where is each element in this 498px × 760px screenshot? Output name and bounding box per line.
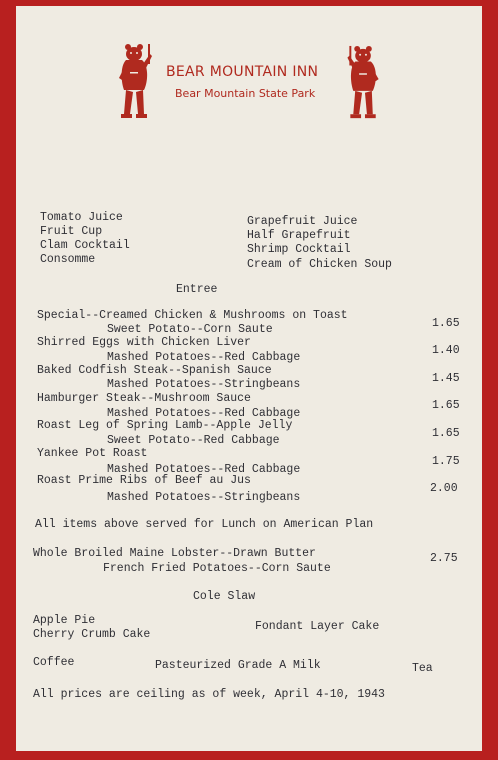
entree-6-sides: Mashed Potatoes--Red Cabbage: [107, 463, 301, 476]
lobster-sides: French Fried Potatoes--Corn Saute: [103, 562, 331, 575]
entree-1-name: Special--Creamed Chicken & Mushrooms on Toast: [37, 309, 348, 322]
entree-4-sides: Mashed Potatoes--Red Cabbage: [107, 407, 301, 420]
entree-2-price: 1.40: [432, 344, 460, 357]
bear-logo-left-icon: [118, 42, 152, 124]
starter-left-2: Fruit Cup: [40, 225, 103, 238]
entree-4-name: Hamburger Steak--Mushroom Sauce: [37, 392, 251, 405]
beverage-tea: Tea: [412, 662, 433, 675]
entree-6-name: Yankee Pot Roast: [37, 447, 148, 460]
lunch-note: All items above served for Lunch on American Plan: [35, 518, 374, 531]
dessert-left-1: Apple Pie: [33, 614, 96, 627]
entree-6-price: 1.75: [432, 455, 460, 468]
entree-4-price: 1.65: [432, 399, 460, 412]
lobster-price: 2.75: [430, 552, 458, 565]
price-ceiling-note: All prices are ceiling as of week, April 4-10, 1943: [33, 688, 385, 701]
beverage-milk: Pasteurized Grade A Milk: [155, 659, 321, 672]
starter-left-1: Tomato Juice: [40, 211, 123, 224]
entree-5-price: 1.65: [432, 427, 460, 440]
starter-left-3: Clam Cocktail: [40, 239, 130, 252]
entree-5-name: Roast Leg of Spring Lamb--Apple Jelly: [37, 419, 293, 432]
entree-2-sides: Mashed Potatoes--Red Cabbage: [107, 351, 301, 364]
starter-right-4: Cream of Chicken Soup: [247, 258, 392, 271]
entree-1-price: 1.65: [432, 317, 460, 330]
entree-2-name: Shirred Eggs with Chicken Liver: [37, 336, 251, 349]
bear-logo-right-icon: [347, 44, 381, 124]
entree-heading: Entree: [176, 283, 218, 296]
entree-1-sides: Sweet Potato--Corn Saute: [107, 323, 273, 336]
beverage-coffee: Coffee: [33, 656, 75, 669]
entree-7-sides: Mashed Potatoes--Stringbeans: [107, 491, 301, 504]
cole-slaw: Cole Slaw: [193, 590, 256, 603]
starter-left-4: Consomme: [40, 253, 96, 266]
entree-5-sides: Sweet Potato--Red Cabbage: [107, 434, 280, 447]
entree-3-sides: Mashed Potatoes--Stringbeans: [107, 378, 301, 391]
starter-right-1: Grapefruit Juice: [247, 215, 358, 228]
starter-right-2: Half Grapefruit: [247, 229, 351, 242]
entree-7-price: 2.00: [430, 482, 458, 495]
lobster-name: Whole Broiled Maine Lobster--Drawn Butter: [33, 547, 316, 560]
park-subtitle: Bear Mountain State Park: [175, 87, 316, 100]
inn-title: BEAR MOUNTAIN INN: [166, 64, 319, 80]
entree-3-name: Baked Codfish Steak--Spanish Sauce: [37, 364, 272, 377]
dessert-right: Fondant Layer Cake: [255, 620, 380, 633]
entree-7-name: Roast Prime Ribs of Beef au Jus: [37, 474, 251, 487]
entree-3-price: 1.45: [432, 372, 460, 385]
starter-right-3: Shrimp Cocktail: [247, 243, 351, 256]
dessert-left-2: Cherry Crumb Cake: [33, 628, 151, 641]
